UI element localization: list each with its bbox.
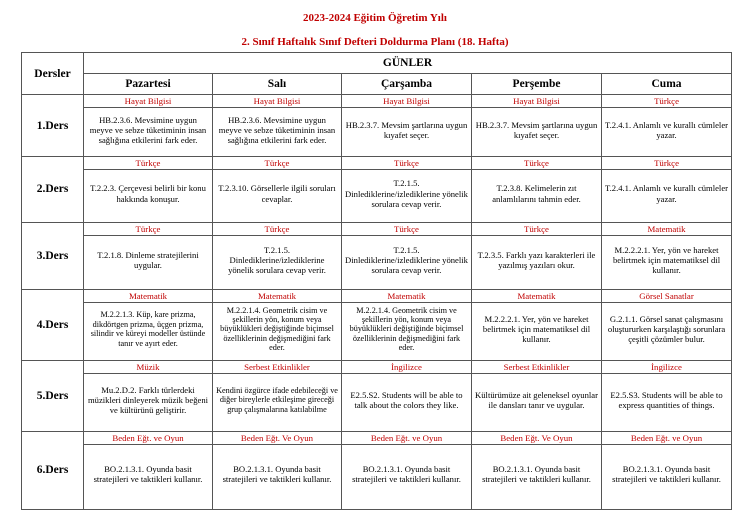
subject-label: Beden Eğt. Ve Oyun — [472, 432, 601, 445]
objective-text: M.2.2.2.1. Yer, yön ve hareket belirtmek için matematiksel dil kullanır. — [482, 313, 591, 345]
lesson-cell — [602, 222, 732, 290]
subject-label: Hayat Bilgisi — [472, 95, 601, 108]
lesson-cell — [213, 157, 342, 222]
objective-text: T.2.1.5. Dinlediklerine/izlediklerine yönelik sorulara cevap verir. — [345, 244, 468, 276]
lesson-cell — [602, 157, 732, 222]
lesson-cell — [602, 360, 732, 431]
objective-text: M.2.2.1.3. Küp, kare prizma, dikdörtgen prizma, üçgen prizma, silindir ve küreyi modeller üstünde tanır ve ayırt eder. — [90, 310, 206, 348]
subject-label: Türkçe — [342, 223, 471, 236]
days-group-header: GÜNLER — [84, 53, 732, 74]
subject-label: Türkçe — [342, 157, 471, 170]
lesson-cell — [84, 360, 213, 431]
subject-label: Türkçe — [472, 223, 601, 236]
lesson-label: 1.Ders — [22, 95, 84, 157]
table-row — [22, 290, 732, 361]
subject-label: Hayat Bilgisi — [213, 95, 341, 108]
lesson-cell — [472, 290, 602, 361]
objective-text: HB.2.3.6. Mevsimine uygun meyve ve sebze tüketiminin insan sağlığına etkilerini fark eder. — [89, 114, 207, 146]
day-header-monday: Pazartesi — [84, 74, 213, 95]
lesson-cell — [602, 95, 732, 157]
lesson-cell — [213, 431, 342, 509]
lesson-label: 5.Ders — [22, 360, 84, 431]
objective-text: T.2.1.8. Dinleme stratejilerini uygular. — [97, 249, 199, 271]
day-header-friday: Cuma — [602, 74, 732, 95]
objective-text: T.2.4.1. Anlamlı ve kurallı cümleler yazar. — [605, 183, 729, 204]
subject-label: İngilizce — [342, 361, 471, 374]
objective-text: G.2.1.1. Görsel sanat çalışmasını oluştururken karşılaştığı sorunlara çeşitli çözümler bulur. — [607, 313, 726, 345]
subject-label: Serbest Etkinlikler — [472, 361, 601, 374]
subject-label: Görsel Sanatlar — [602, 290, 731, 303]
objective-text: Kültürümüze ait geleneksel oyunlar ile dansları tanır ve uygular. — [475, 389, 598, 410]
lesson-cell — [84, 290, 213, 361]
lesson-cell — [472, 222, 602, 290]
subject-label: Matematik — [342, 290, 471, 303]
lesson-cell — [84, 431, 213, 509]
subject-label: Matematik — [84, 290, 212, 303]
objective-text: Mu.2.D.2. Farklı türlerdeki müzikleri dinleyerek müzik beğeni ve kültürünü geliştirir. — [87, 384, 209, 415]
objective-text: M.2.2.2.1. Yer, yön ve hareket belirtmek için matematiksel dil kullanır. — [612, 244, 721, 276]
lesson-cell — [342, 360, 472, 431]
weekly-plan-table — [21, 52, 732, 510]
subject-label: Beden Eğt. Ve Oyun — [213, 432, 341, 445]
lesson-cell — [84, 95, 213, 157]
lesson-cell — [84, 157, 213, 222]
lesson-cell — [342, 290, 472, 361]
objective-text: HB.2.3.6. Mevsimine uygun meyve ve sebze tüketiminin insan sağlığına etkilerini fark eder. — [218, 114, 336, 146]
document-title: 2023-2024 Eğitim Öğretim Yılı — [303, 12, 447, 24]
subject-label: Türkçe — [602, 157, 731, 170]
table-row — [22, 360, 732, 431]
objective-text: T.2.1.5. Dinlediklerine/izlediklerine yönelik sorulara cevap verir. — [345, 178, 468, 209]
subject-label: İngilizce — [602, 361, 731, 374]
lesson-cell — [472, 157, 602, 222]
lesson-cell — [213, 222, 342, 290]
objective-text: T.2.1.5. Dinlediklerine/izlediklerine yönelik sorulara cevap verir. — [228, 244, 326, 276]
subject-label: Türkçe — [213, 223, 341, 236]
lesson-cell — [602, 290, 732, 361]
lesson-cell — [342, 95, 472, 157]
lessons-header: Dersler — [22, 53, 84, 95]
subject-label: Müzik — [84, 361, 212, 374]
objective-text: M.2.2.1.4. Geometrik cisim ve şekillerin yön, konum veya büyüklükleri değiştiğinde biçimsel özelliklerinin değişmediğini fark eder. — [220, 305, 334, 353]
subject-label: Türkçe — [602, 95, 731, 108]
table-row — [22, 157, 732, 222]
lesson-cell — [342, 157, 472, 222]
lesson-cell — [342, 222, 472, 290]
objective-text: T.2.3.5. Farklı yazı karakterleri ile yazılmış yazıları okur. — [477, 249, 596, 271]
subject-label: Türkçe — [84, 223, 212, 236]
objective-text: T.2.2.3. Çerçevesi belirli bir konu hakkında konuşur. — [90, 183, 206, 204]
lesson-cell — [472, 95, 602, 157]
subject-label: Beden Eğt. ve Oyun — [602, 432, 731, 445]
lesson-cell — [213, 360, 342, 431]
table-row — [22, 222, 732, 290]
document-subtitle: 2. Sınıf Haftalık Sınıf Defteri Doldurma Planı (18. Hafta) — [241, 36, 509, 48]
objective-text: E2.5.S3. Students will be able to express quantities of things. — [610, 389, 723, 410]
subject-label: Matematik — [602, 223, 731, 236]
subject-label: Hayat Bilgisi — [342, 95, 471, 108]
objective-text: T.2.3.10. Görsellerle ilgili soruları cevaplar. — [218, 183, 336, 204]
subject-label: Beden Eğt. ve Oyun — [342, 432, 471, 445]
subject-label: Hayat Bilgisi — [84, 95, 212, 108]
objective-text: BO.2.1.3.1. Oyunda basit stratejileri ve taktikleri kullanır. — [93, 463, 203, 485]
lesson-cell — [602, 431, 732, 509]
table-row — [22, 95, 732, 157]
lesson-label: 6.Ders — [22, 431, 84, 509]
lesson-label: 3.Ders — [22, 222, 84, 290]
lesson-label: 4.Ders — [22, 290, 84, 361]
objective-text: T.2.3.8. Kelimelerin zıt anlamlılarını tahmin eder. — [492, 183, 581, 204]
subject-label: Matematik — [472, 290, 601, 303]
lesson-cell — [472, 431, 602, 509]
subject-label: Serbest Etkinlikler — [213, 361, 341, 374]
objective-text: BO.2.1.3.1. Oyunda basit stratejileri ve taktikleri kullanır. — [222, 463, 332, 485]
objective-text: BO.2.1.3.1. Oyunda basit stratejileri ve taktikleri kullanır. — [612, 463, 721, 485]
day-header-thursday: Perşembe — [472, 74, 602, 95]
lesson-cell — [84, 222, 213, 290]
objective-text: E2.5.S2. Students will be able to talk about the colors they like. — [350, 389, 463, 410]
day-header-wednesday: Çarşamba — [342, 74, 472, 95]
subject-label: Türkçe — [472, 157, 601, 170]
subject-label: Matematik — [213, 290, 341, 303]
lesson-cell — [342, 431, 472, 509]
objective-text: HB.2.3.7. Mevsim şartlarına uygun kıyafet seçer. — [475, 119, 598, 140]
objective-text: BO.2.1.3.1. Oyunda basit stratejileri ve taktikleri kullanır. — [352, 463, 461, 485]
subject-label: Türkçe — [84, 157, 212, 170]
objective-text: HB.2.3.7. Mevsim şartlarına uygun kıyafet seçer. — [345, 119, 468, 140]
subject-label: Türkçe — [213, 157, 341, 170]
table-row — [22, 431, 732, 509]
objective-text: Kendini özgürce ifade edebileceği ve diğer bireylerle etkileşime gireceği grup çalışmalarına katılabilme — [216, 385, 338, 414]
lesson-label: 2.Ders — [22, 157, 84, 222]
subject-label: Beden Eğt. ve Oyun — [84, 432, 212, 445]
lesson-cell — [472, 360, 602, 431]
lesson-cell — [213, 290, 342, 361]
objective-text: T.2.4.1. Anlamlı ve kurallı cümleler yazar. — [605, 119, 729, 140]
day-header-tuesday: Salı — [213, 74, 342, 95]
objective-text: M.2.2.1.4. Geometrik cisim ve şekillerin yön, konum veya büyüklükleri değiştiğinde biçimsel özelliklerinin değişmediğini fark eder. — [349, 305, 464, 353]
lesson-cell — [213, 95, 342, 157]
objective-text: BO.2.1.3.1. Oyunda basit stratejileri ve taktikleri kullanır. — [482, 463, 591, 485]
